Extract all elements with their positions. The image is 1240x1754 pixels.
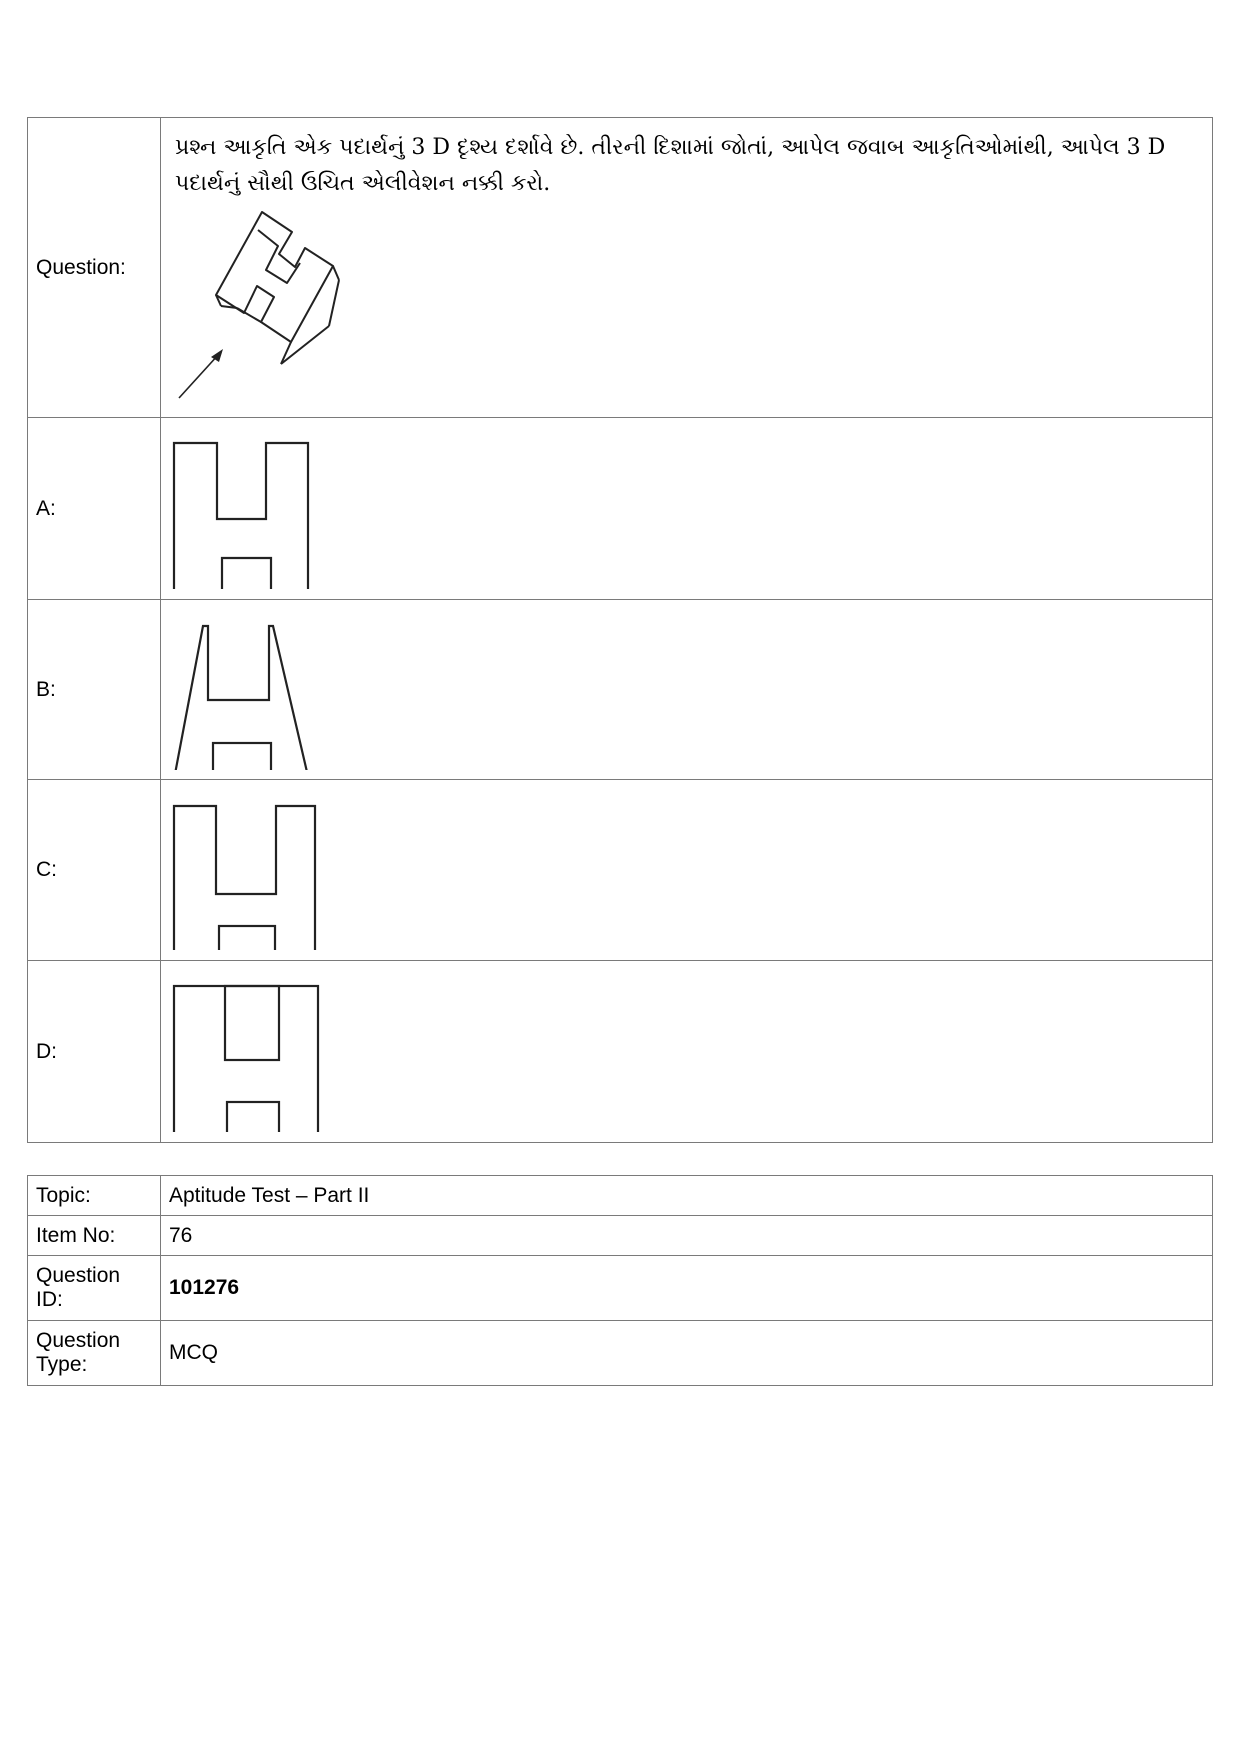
question-3d-figure: [175, 208, 375, 404]
question-type-label: Question Type:: [28, 1321, 161, 1386]
option-a-label: A:: [28, 418, 161, 600]
question-id-label: Question ID:: [28, 1256, 161, 1321]
question-table: [27, 117, 1213, 1143]
view-direction-arrow: [179, 354, 219, 398]
question-label: Question:: [28, 118, 161, 418]
option-a-figure: [169, 429, 329, 589]
option-d-figure-cell[interactable]: [161, 961, 1213, 1143]
option-a-figure-cell[interactable]: [161, 418, 1213, 600]
topic-value: Aptitude Test – Part II: [161, 1176, 1213, 1216]
item-no-label: Item No:: [28, 1216, 161, 1256]
question-type-value: MCQ: [161, 1321, 1213, 1386]
topic-label: Topic:: [28, 1176, 161, 1216]
option-c-figure: [169, 790, 329, 950]
question-text: પ્રશ્ન આકૃતિ એક પદાર્થનું 3 D દૃશ્ય દર્શાવે છે. તીરની દિશામાં જોતાં, આપેલ જવાબ આકૃતિઓમાંથી, આપેલ 3 D પદાર્થનું સૌથી ઉચિત એલીવેશન નક્કી કરો.: [175, 135, 1166, 196]
option-b-label: B:: [28, 600, 161, 780]
option-d-label: D:: [28, 961, 161, 1143]
metadata-table: [27, 1175, 1213, 1386]
option-b-figure-cell[interactable]: [161, 600, 1213, 780]
option-d-figure: [169, 972, 329, 1132]
option-c-label: C:: [28, 780, 161, 961]
option-b-figure: [169, 610, 329, 770]
question-content: [161, 118, 1213, 418]
option-c-figure-cell[interactable]: [161, 780, 1213, 961]
item-no-value: 76: [161, 1216, 1213, 1256]
question-id-value: 101276: [161, 1256, 1213, 1321]
